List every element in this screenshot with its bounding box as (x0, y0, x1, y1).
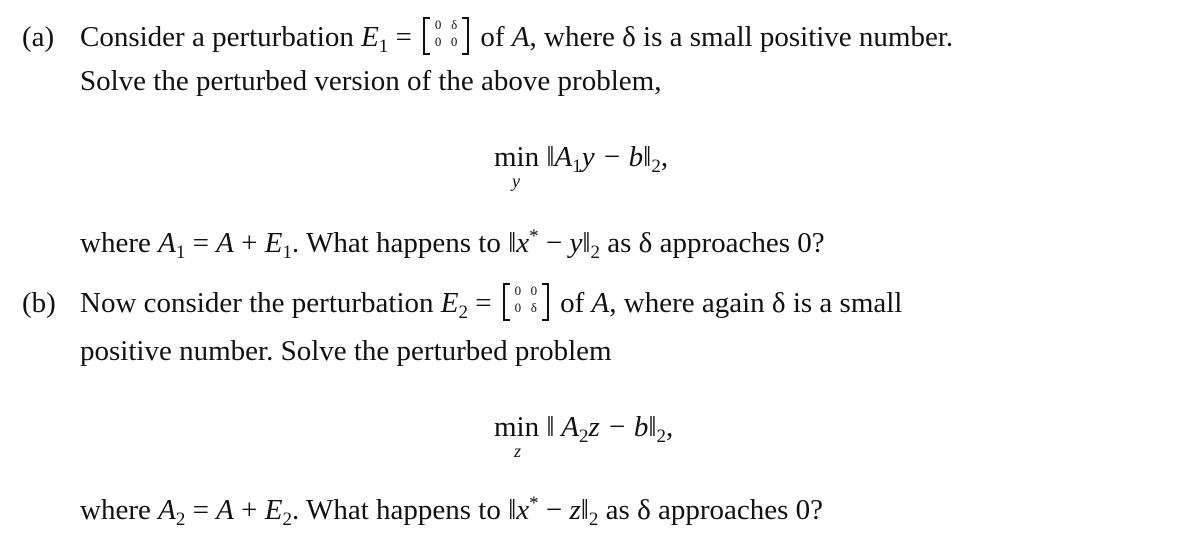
matrix-cell: 0 (530, 283, 538, 298)
math-a: A (511, 21, 530, 53)
eq-text: ‖ A (546, 411, 579, 443)
right-bracket (462, 17, 469, 55)
right-bracket (542, 283, 549, 321)
norm: ‖ (580, 494, 589, 526)
subscript: 2 (656, 426, 666, 447)
min-operator: min (494, 411, 540, 443)
math-a: A (591, 287, 610, 319)
text: as δ approaches 0? (598, 494, 824, 526)
text: − (538, 494, 570, 526)
text: as δ approaches 0? (600, 227, 825, 259)
matrix-cell: 0 (514, 300, 522, 315)
math-e: E (264, 494, 283, 526)
text: + (233, 227, 265, 259)
equation-body (546, 411, 674, 447)
part-a-label: (a) (22, 21, 55, 53)
eq-comma: , (660, 141, 669, 173)
left-bracket (503, 283, 510, 321)
subscript: 2 (651, 156, 661, 177)
equals: = (468, 287, 499, 319)
text: . What happens to ‖ (291, 227, 517, 259)
math-x: x (516, 494, 530, 526)
superscript: * (529, 493, 539, 514)
math-e: E (440, 287, 459, 319)
matrix-cell: 0 (434, 17, 442, 32)
part-a-line-1 (22, 17, 954, 57)
math-a: A (216, 227, 234, 259)
text: + (233, 494, 265, 526)
text: = (185, 494, 217, 526)
subscript: 2 (175, 509, 186, 530)
text: of (473, 21, 512, 53)
subscript: 2 (590, 242, 600, 263)
part-a-min-variable: y (512, 171, 520, 191)
subscript: 2 (588, 509, 599, 530)
subscript: 1 (572, 156, 582, 177)
eq-text: z − b‖ (588, 411, 657, 443)
text: where (80, 494, 159, 526)
part-b-label: (b) (22, 287, 56, 319)
left-bracket (423, 17, 430, 55)
text: , where again δ is a small (609, 287, 903, 319)
eq-text: y − b‖ (581, 141, 652, 173)
math-a: A (216, 494, 234, 526)
subscript: 1 (175, 242, 186, 263)
equation-body (546, 141, 669, 177)
math-x: x (516, 227, 530, 259)
norm: ‖ (582, 227, 591, 259)
matrix-e2 (503, 283, 549, 320)
part-a-line-2: Solve the perturbed version of the above problem, (80, 65, 662, 97)
text: Consider a perturbation (80, 21, 362, 53)
matrix-e1 (423, 17, 469, 54)
subscript: 2 (578, 426, 589, 447)
math-e: E (264, 227, 283, 259)
text: . What happens to ‖ (291, 494, 517, 526)
math-a: A (158, 227, 176, 259)
part-b-equation (494, 410, 674, 447)
eq-comma: , (665, 411, 674, 443)
matrix-cell: 0 (434, 34, 442, 49)
equals: = (388, 21, 420, 53)
subscript: 1 (378, 36, 389, 57)
matrix-cell: 0 (450, 34, 458, 49)
part-a-where-line (80, 226, 825, 263)
eq-text: ‖A (546, 141, 573, 173)
matrix-cell: 0 (514, 283, 522, 298)
part-b-where-line (80, 493, 824, 530)
subscript: 2 (282, 509, 292, 530)
min-operator: min (494, 141, 540, 173)
text: Now consider the perturbation (80, 287, 441, 319)
math-y: y (569, 227, 583, 259)
matrix-cell: δ (530, 300, 537, 315)
text: = (185, 227, 217, 259)
math-e: E (361, 21, 379, 53)
subscript: 1 (282, 242, 292, 263)
text: − (538, 227, 570, 259)
part-b-line-2: positive number. Solve the perturbed problem (80, 335, 612, 367)
text: of (552, 287, 592, 319)
subscript: 2 (458, 302, 469, 323)
math-a: A (158, 494, 176, 526)
part-b-min-variable: z (514, 441, 522, 461)
math-z: z (569, 494, 581, 526)
text: where (80, 227, 159, 259)
part-b-line-1 (22, 283, 903, 323)
part-a-equation (494, 140, 669, 177)
text: , where δ is a small positive number. (529, 21, 954, 53)
superscript: * (529, 226, 539, 247)
matrix-cell: δ (451, 17, 458, 32)
